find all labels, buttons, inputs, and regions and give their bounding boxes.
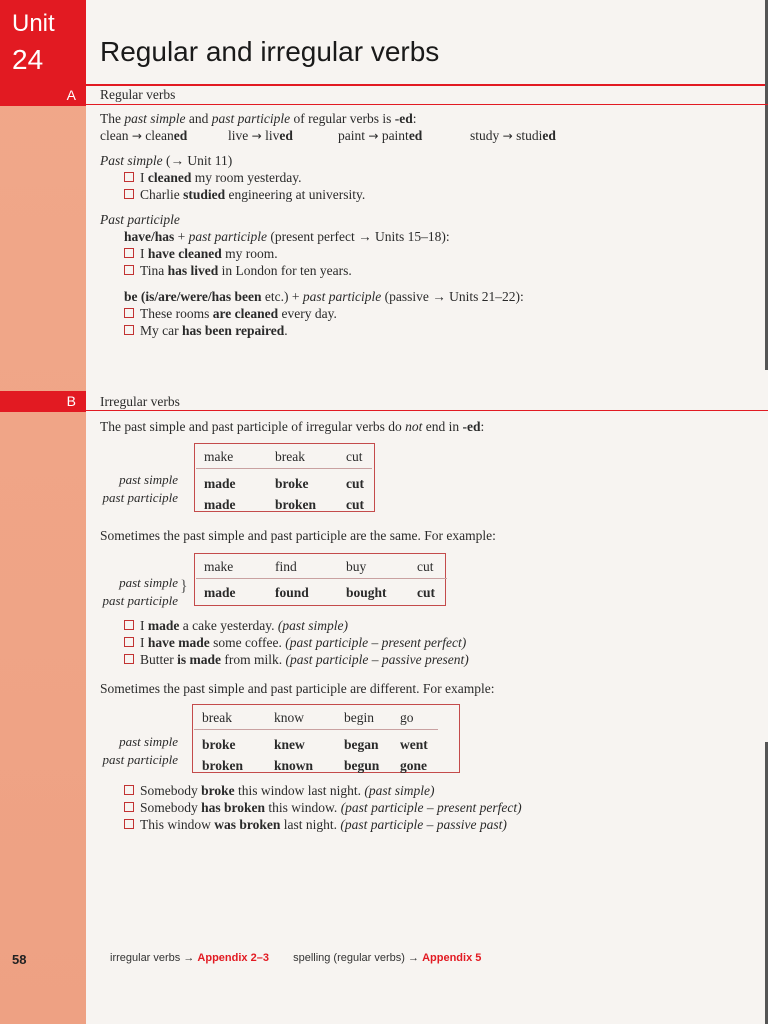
regular-intro: The past simple and past participle of regular verbs is -ed: [100, 111, 417, 126]
table-cell: go [392, 706, 438, 730]
table-row [196, 495, 372, 516]
footer-references [110, 952, 481, 964]
table-cell: knew [274, 736, 305, 752]
irregular-intro: The past simple and past participle of irregular verbs do not end in -ed: [100, 419, 485, 434]
regular-example-live: live → lived [228, 128, 293, 143]
example-are-cleaned: These rooms are cleaned every day. [124, 305, 337, 322]
unit-label: Unit [12, 10, 55, 37]
bullet-box-icon [124, 265, 134, 275]
table1-label-past-participle: past participle [102, 490, 178, 505]
table-cell: cut [409, 555, 447, 579]
table-cell: went [400, 736, 428, 752]
table-cell: find [267, 555, 338, 579]
title-rule [86, 84, 768, 86]
table-cell: make [196, 445, 267, 469]
table-cell: cut [338, 445, 372, 469]
verb-table-1 [196, 445, 372, 516]
past-participle-label: Past participle [100, 212, 180, 227]
regular-example-clean: clean → cleaned [100, 128, 188, 143]
bullet-box-icon [124, 785, 134, 795]
table-cell: broken [202, 757, 244, 773]
bullet-box-icon [124, 637, 134, 647]
table-cell: cut [346, 496, 364, 512]
table-cell: broke [275, 475, 309, 491]
regular-example-paint: paint → painted [338, 128, 423, 143]
table1-label-past-simple: past simple [119, 472, 178, 487]
table-row [196, 469, 372, 496]
table-cell: bought [346, 584, 387, 600]
table-cell: know [266, 706, 336, 730]
example-has-lived: Tina has lived in London for ten years. [124, 262, 352, 279]
past-simple-label: Past simple (→ Unit 11) [100, 153, 233, 168]
table-cell: break [267, 445, 338, 469]
section-a-bar [0, 86, 86, 106]
table2-label-past-participle: past participle [102, 593, 178, 608]
table-cell: cut [346, 475, 364, 491]
table-row [196, 579, 447, 605]
example-has-been-repaired: My car has been repaired. [124, 322, 288, 339]
bullet-box-icon [124, 802, 134, 812]
section-a-letter: A [66, 87, 76, 103]
example-broke: Somebody broke this window last night. (past simple) [124, 782, 435, 799]
have-has-rule: have/has + past participle (present perfect → Units 15–18): [124, 229, 450, 244]
table-row [194, 730, 438, 757]
table-cell: begun [344, 757, 380, 773]
unit-badge [0, 0, 86, 86]
table-row [196, 555, 447, 579]
example-was-broken: This window was broken last night. (past participle – passive past) [124, 816, 507, 833]
example-have-cleaned: I have cleaned my room. [124, 245, 278, 262]
table-cell: made [204, 475, 236, 491]
table-cell: made [204, 496, 236, 512]
bullet-box-icon [124, 248, 134, 258]
bullet-box-icon [124, 308, 134, 318]
left-margin-band [0, 0, 86, 1024]
table2-label-past-simple: past simple [119, 575, 178, 590]
unit-number: 24 [12, 44, 44, 75]
table-cell: begin [336, 706, 392, 730]
example-has-broken: Somebody has broken this window. (past participle – present perfect) [124, 799, 522, 816]
example-have-made: I have made some coffee. (past participle – present perfect) [124, 634, 466, 651]
regular-example-study: study → studied [470, 128, 556, 143]
same-forms-text: Sometimes the past simple and past participle are the same. For example: [100, 528, 496, 543]
table-cell: known [274, 757, 314, 773]
brace-icon: } [180, 578, 188, 595]
be-rule: be (is/are/were/has been etc.) + past participle (passive → Units 21–22): [124, 289, 524, 304]
bullet-box-icon [124, 189, 134, 199]
table-cell: broke [202, 736, 236, 752]
section-b-letter: B [66, 393, 76, 409]
section-b-rule [86, 410, 768, 411]
section-b-heading: Irregular verbs [100, 394, 180, 409]
example-cleaned: I cleaned my room yesterday. [124, 169, 301, 186]
footer-ref-spelling[interactable]: spelling (regular verbs) → Appendix 5 [293, 952, 482, 964]
example-made: I made a cake yesterday. (past simple) [124, 617, 348, 634]
table-cell: gone [400, 757, 427, 773]
table-cell: break [194, 706, 266, 730]
footer-ref-irregular[interactable]: irregular verbs → Appendix 2–3 [110, 952, 269, 964]
bullet-box-icon [124, 172, 134, 182]
table-row [196, 445, 372, 469]
bullet-box-icon [124, 325, 134, 335]
table-row [194, 756, 438, 777]
table-cell: buy [338, 555, 409, 579]
verb-table-3 [194, 706, 438, 777]
table-cell: broken [275, 496, 317, 512]
table-cell: began [344, 736, 379, 752]
table-cell: cut [417, 584, 435, 600]
table-cell: made [204, 584, 236, 600]
bullet-box-icon [124, 620, 134, 630]
table-row [194, 706, 438, 730]
table3-label-past-participle: past participle [102, 752, 178, 767]
table3-label-past-simple: past simple [119, 734, 178, 749]
different-forms-text: Sometimes the past simple and past participle are different. For example: [100, 681, 495, 696]
section-a-rule [86, 104, 768, 105]
page-number: 58 [12, 952, 27, 967]
section-b-bar [0, 391, 86, 412]
bullet-box-icon [124, 819, 134, 829]
example-is-made: Butter is made from milk. (past participle – passive present) [124, 651, 469, 668]
page-title: Regular and irregular verbs [100, 36, 440, 67]
verb-table-2 [196, 555, 447, 604]
bullet-box-icon [124, 654, 134, 664]
example-studied: Charlie studied engineering at university. [124, 186, 365, 203]
table-cell: found [275, 584, 309, 600]
section-a-heading: Regular verbs [100, 87, 176, 102]
table-cell: make [196, 555, 267, 579]
